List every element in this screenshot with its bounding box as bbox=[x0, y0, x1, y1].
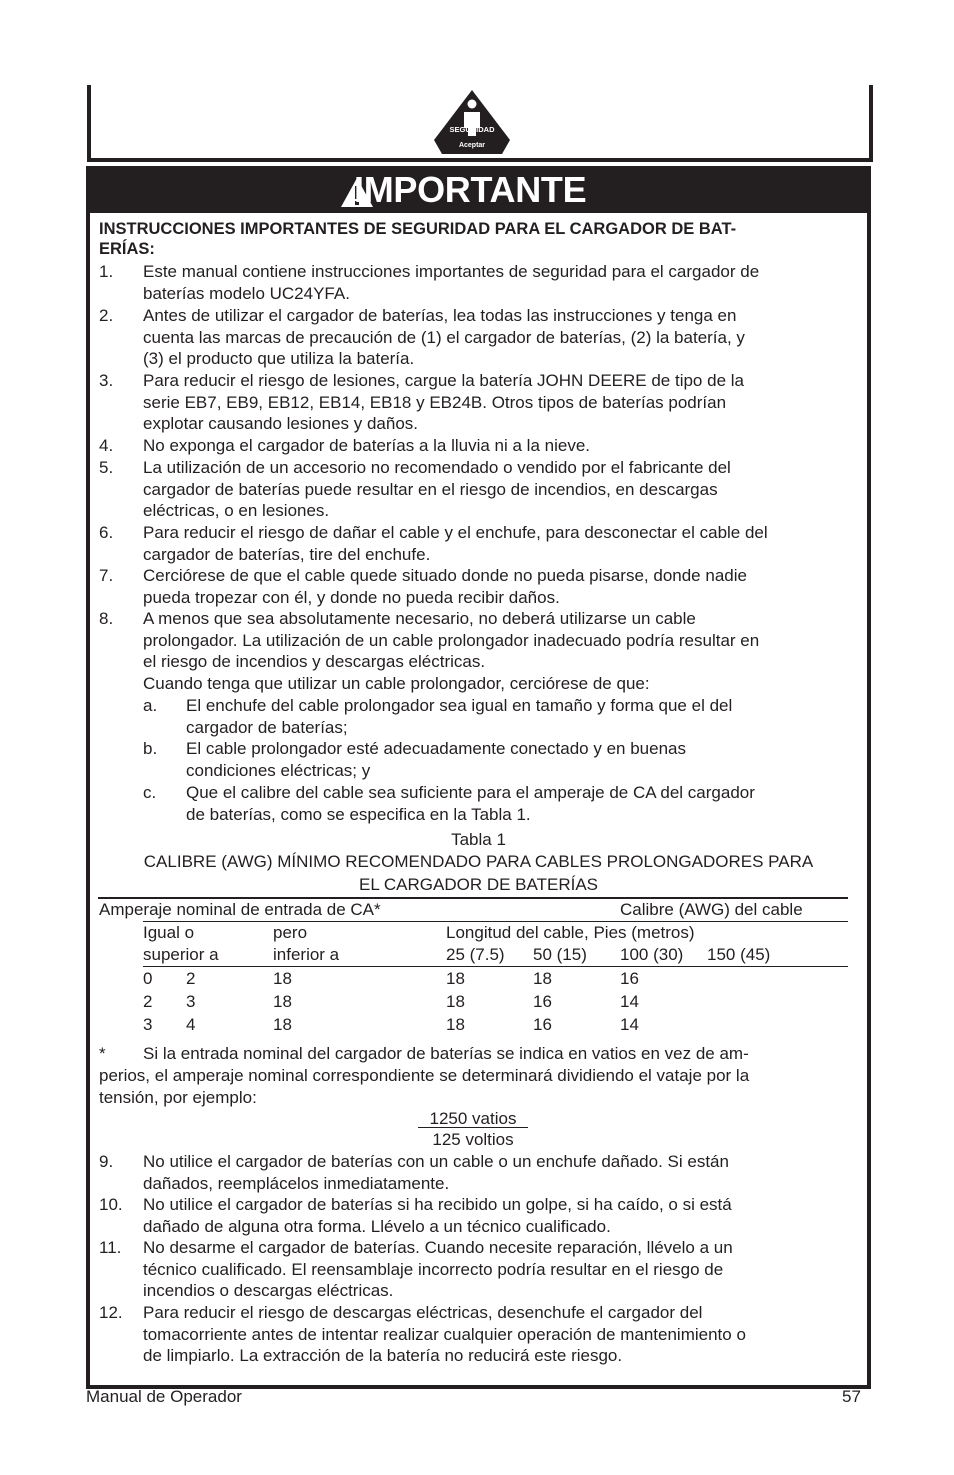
badge-line2: Aceptar bbox=[458, 142, 486, 149]
item-text-line: Para reducir el riesgo de descargas eléctricas, desenchufe el cargador del bbox=[143, 1303, 703, 1322]
table-rule-body bbox=[143, 966, 848, 967]
item-text-line: cargador de baterías puede resultar en el riesgo de incendios, en descargas bbox=[143, 479, 718, 499]
item-number: 2. bbox=[99, 306, 114, 325]
item-text-line: No desarme el cargador de baterías. Cuando necesite reparación, llévelo a un bbox=[143, 1238, 733, 1257]
item-text-line: cargador de baterías, tire del enchufe. bbox=[143, 544, 431, 564]
item-number: 10. bbox=[99, 1195, 123, 1214]
section-heading bbox=[99, 219, 859, 259]
item-text-line: La utilización de un accesorio no recomendado o vendido por el fabricante del bbox=[143, 458, 731, 477]
item-text-line: pueda tropezar con él, y donde no pueda recibir daños. bbox=[143, 587, 560, 607]
item-text-line: Para reducir el riesgo de lesiones, cargue la batería JOHN DEERE de tipo de la bbox=[143, 371, 744, 390]
item-text-line: A menos que sea absolutamente necesario, no deberá utilizarse un cable bbox=[143, 609, 696, 628]
table-len-1: 50 (15) bbox=[533, 945, 587, 964]
table-cell: 16 bbox=[533, 1015, 552, 1034]
table-cell: 2 bbox=[186, 969, 196, 988]
table-cell: 18 bbox=[446, 992, 465, 1011]
table-cell: 3 bbox=[186, 992, 196, 1011]
page-number: 57 bbox=[842, 1387, 861, 1406]
table-head-left: Amperaje nominal de entrada de CA* bbox=[99, 900, 381, 919]
table-cell: 16 bbox=[620, 969, 639, 988]
fraction-numerator: 1250 vatios bbox=[429, 1109, 517, 1128]
fraction-denominator: 125 voltios bbox=[432, 1130, 514, 1149]
table-cell: 14 bbox=[620, 1015, 639, 1034]
item-text-line: baterías modelo UC24YFA. bbox=[143, 283, 350, 303]
item-text-line: Antes de utilizar el cargador de baterías, lea todas las instrucciones y tenga en bbox=[143, 306, 737, 325]
sub-item-text-line: Que el calibre del cable sea suficiente para el amperaje de CA del cargador bbox=[186, 783, 755, 802]
table-cell: 18 bbox=[446, 1015, 465, 1034]
item-text-line: tomacorriente antes de intentar realizar cualquier operación de mantenimiento o bbox=[143, 1324, 746, 1344]
table-cell: 18 bbox=[446, 969, 465, 988]
sub-item-letter: b. bbox=[143, 739, 158, 758]
item-text-line: incendios o descargas eléctricas. bbox=[143, 1281, 394, 1301]
item-text-line: No utilice el cargador de baterías si ha recibido un golpe, si ha caído, o si está bbox=[143, 1195, 732, 1214]
table-col-a2: superior a bbox=[143, 945, 219, 964]
table-len-0: 25 (7.5) bbox=[446, 945, 505, 964]
safety-badge-icon bbox=[432, 88, 512, 156]
item-number: 11. bbox=[99, 1238, 122, 1257]
footer-title: Manual de Operador bbox=[86, 1387, 242, 1406]
item-text-line: Para reducir el riesgo de dañar el cable y el enchufe, para desconectar el cable del bbox=[143, 523, 768, 542]
item-number: 3. bbox=[99, 371, 114, 390]
item-number: 8. bbox=[99, 609, 114, 628]
item-number: 9. bbox=[99, 1152, 114, 1171]
badge-line1: SEGURIDAD bbox=[449, 125, 495, 134]
item-number: 5. bbox=[99, 458, 114, 477]
item-text-line: explotar causando lesiones y daños. bbox=[143, 414, 419, 434]
table-cell: 18 bbox=[533, 969, 552, 988]
table-col-a1: Igual o bbox=[143, 923, 195, 942]
sub-item-text-line: El enchufe del cable prolongador sea igual en tamaño y forma que el del bbox=[186, 696, 733, 715]
table-col-c1: Longitud del cable, Pies (metros) bbox=[446, 923, 695, 942]
item-text-line: No exponga el cargador de baterías a la lluvia ni a la nieve. bbox=[143, 436, 591, 455]
item-text-line: serie EB7, EB9, EB12, EB14, EB18 y EB24B. Otros tipos de baterías podrían bbox=[143, 392, 727, 412]
table-len-2: 100 (30) bbox=[620, 945, 684, 964]
item-text-line: Cuando tenga que utilizar un cable prolongador, cerciórese de que: bbox=[143, 674, 650, 694]
item-number: 12. bbox=[99, 1303, 123, 1322]
item-text-line: (3) el producto que utiliza la batería. bbox=[143, 349, 415, 369]
footnote-line: perios, el amperaje nominal correspondiente se determinará dividiendo el vataje por la bbox=[99, 1066, 750, 1085]
item-text-line: el riesgo de incendios y descargas eléctricas. bbox=[143, 652, 486, 672]
sub-item-text-line: condiciones eléctricas; y bbox=[186, 760, 371, 780]
table-col-b2: inferior a bbox=[273, 945, 340, 964]
item-number: 7. bbox=[99, 566, 114, 585]
banner-title: IMPORTANTE bbox=[354, 169, 587, 210]
table-cell: 18 bbox=[273, 1015, 292, 1034]
item-text-line: técnico cualificado. El reensamblaje incorrecto podría resultar en el riesgo de bbox=[143, 1259, 724, 1279]
sub-item-text-line: cargador de baterías; bbox=[186, 717, 348, 737]
item-text-line: eléctricas, o en lesiones. bbox=[143, 501, 330, 521]
footnote-star: * bbox=[99, 1044, 106, 1063]
table-title-line2: EL CARGADOR DE BATERÍAS bbox=[359, 875, 598, 894]
item-text-line: prolongador. La utilización de un cable prolongador inadecuado podría resultar en bbox=[143, 630, 760, 650]
table-cell: 18 bbox=[273, 992, 292, 1011]
table-cell: 14 bbox=[620, 992, 639, 1011]
item-number: 6. bbox=[99, 523, 114, 542]
heading-line: ERÍAS: bbox=[99, 240, 155, 258]
table-cell: 4 bbox=[186, 1015, 196, 1034]
sub-item-text-line: El cable prolongador esté adecuadamente conectado y en buenas bbox=[186, 739, 686, 758]
table-col-b1: pero bbox=[273, 923, 308, 942]
heading-line: INSTRUCCIONES IMPORTANTES DE SEGURIDAD PARA EL CARGADOR DE BAT- bbox=[99, 220, 737, 238]
table-head-right: Calibre (AWG) del cable bbox=[620, 900, 803, 919]
table-cell: 2 bbox=[143, 992, 153, 1011]
item-text-line: dañado de alguna otra forma. Llévelo a un técnico cualificado. bbox=[143, 1216, 611, 1236]
table-title-line1: CALIBRE (AWG) MÍNIMO RECOMENDADO PARA CABLES PROLONGADORES PARA bbox=[143, 852, 814, 871]
fraction-bar bbox=[418, 1127, 528, 1128]
sub-item-letter: c. bbox=[143, 783, 157, 802]
table-cell: 0 bbox=[143, 969, 153, 988]
item-text-line: de limpiarlo. La extracción de la batería no reducirá este riesgo. bbox=[143, 1346, 623, 1366]
item-text-line: dañados, reemplácelos inmediatamente. bbox=[143, 1173, 450, 1193]
footnote-line: tensión, por ejemplo: bbox=[99, 1088, 257, 1107]
item-text-line: cuenta las marcas de precaución de (1) el cargador de baterías, (2) la batería, y bbox=[143, 327, 745, 347]
table-cell: 3 bbox=[143, 1015, 153, 1034]
table-cell: 18 bbox=[273, 969, 292, 988]
item-text-line: Cerciórese de que el cable quede situado donde no pueda pisarse, donde nadie bbox=[143, 566, 747, 585]
footnote-line: Si la entrada nominal del cargador de baterías se indica en vatios en vez de am- bbox=[143, 1044, 749, 1063]
sub-item-letter: a. bbox=[143, 696, 158, 715]
item-text-line: Este manual contiene instrucciones importantes de seguridad para el cargador de bbox=[143, 262, 760, 281]
table-label: Tabla 1 bbox=[451, 830, 506, 849]
table-cell: 16 bbox=[533, 992, 552, 1011]
table-len-3: 150 (45) bbox=[707, 945, 771, 964]
item-number: 1. bbox=[99, 262, 114, 281]
item-text-line: No utilice el cargador de baterías con un cable o un enchufe dañado. Si están bbox=[143, 1152, 729, 1171]
sub-item-text-line: de baterías, como se especifica en la Tabla 1. bbox=[186, 804, 531, 824]
item-number: 4. bbox=[99, 436, 114, 455]
